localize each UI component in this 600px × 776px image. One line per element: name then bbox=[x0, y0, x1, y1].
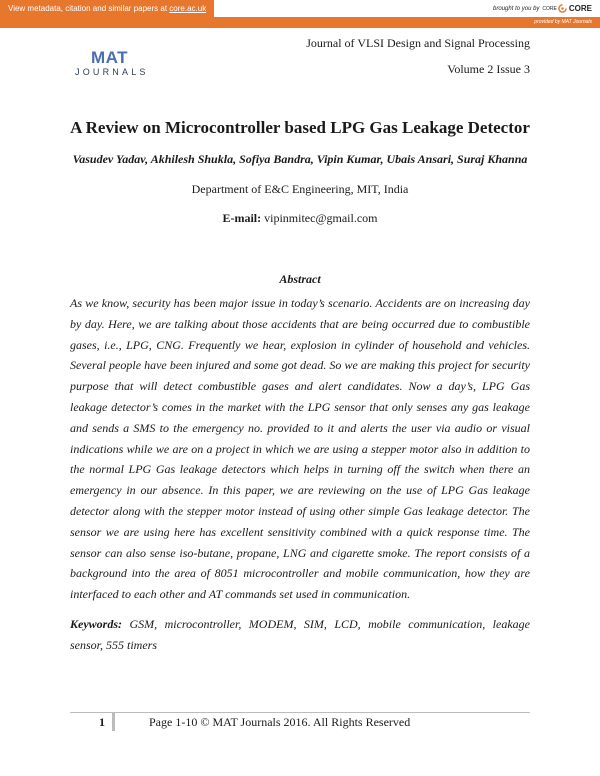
footer-rule bbox=[70, 712, 530, 713]
core-metadata-link[interactable] bbox=[0, 0, 214, 17]
email-label: E-mail: bbox=[222, 211, 262, 225]
abstract-text: As we know, security has been major issue in today’s scenario. Accidents are on increasing day by day. Here, we are talking about those accidents that are being occurred due to combustible gases, i.e., LPG, CNG. Frequently we hear, explosion in cylinder of household and vehicles. Several people have been injured and some got dead. So we are making this project for security purpose that will detect combustible gases and alert candidates. Now a day’s, LPG Gas leakage detector’s comes in the market with the LPG sensor that only senses any gas leakage and sends a SMS to the emergency no. provided to it and alerts the user via audio or visual indications while we are on a project in which we are using a stepper motor also in addition to the normal LPG Gas leakage detectors which helps in turning off the switch when there an emergency in our absence. In this paper, we are reviewing on the use of LPG Gas leakage detector along with the stepper motor instead of using other simple Gas leakage detector. The sensor we are using here has excellent sensitivity combined with a quick response time. The sensor can also sense iso-butane, propane, LNG and cigarette smoke. The report consists of a background into the area of 8051 microcontroller and mobile communication, how they are interfaced to each other and AT commands set used in communication. bbox=[70, 296, 530, 602]
core-link-text: View metadata, citation and similar papers at bbox=[8, 4, 170, 13]
footer-copyright: Page 1-10 © MAT Journals 2016. All Rights Reserved bbox=[149, 715, 411, 729]
affiliation: Department of E&C Engineering, MIT, India bbox=[191, 182, 409, 196]
journal-issue: Volume 2 Issue 3 bbox=[447, 62, 530, 76]
brought-to-you-badge[interactable] bbox=[493, 2, 592, 15]
paper-title: A Review on Microcontroller based LPG Gas Leakage Detector bbox=[70, 118, 530, 137]
core-site-link[interactable]: core.ac.uk bbox=[169, 4, 207, 13]
paper-authors: Vasudev Yadav, Akhilesh Shukla, Sofiya Bandra, Vipin Kumar, Ubais Ansari, Suraj Khanna bbox=[72, 152, 528, 166]
core-banner bbox=[0, 0, 600, 28]
core-brand-name: CORE bbox=[568, 4, 592, 13]
keywords-label: Keywords: bbox=[70, 617, 122, 631]
keywords-text: GSM, microcontroller, MODEM, SIM, LCD, mobile communication, leakage sensor, 555 timers bbox=[70, 617, 530, 652]
mat-journals-logo bbox=[72, 48, 164, 82]
footer-divider bbox=[112, 712, 115, 731]
logo-mat-text: MAT bbox=[91, 48, 129, 67]
journal-name: Journal of VLSI Design and Signal Processing bbox=[306, 36, 530, 50]
core-logo-icon bbox=[558, 4, 567, 13]
contact-email bbox=[0, 211, 600, 226]
keywords bbox=[70, 614, 530, 656]
email-address: vipinmitec@gmail.com bbox=[264, 211, 378, 225]
core-banner-strip bbox=[0, 17, 600, 28]
brought-by-small-text: CORE bbox=[542, 5, 557, 12]
provided-by-text: provided by MAT Journals bbox=[534, 19, 592, 25]
brought-to-you-text: brought to you by bbox=[493, 5, 540, 12]
logo-journals-text: JOURNALS bbox=[75, 67, 149, 77]
abstract-heading: Abstract bbox=[279, 272, 321, 286]
page-number: 1 bbox=[99, 715, 105, 729]
